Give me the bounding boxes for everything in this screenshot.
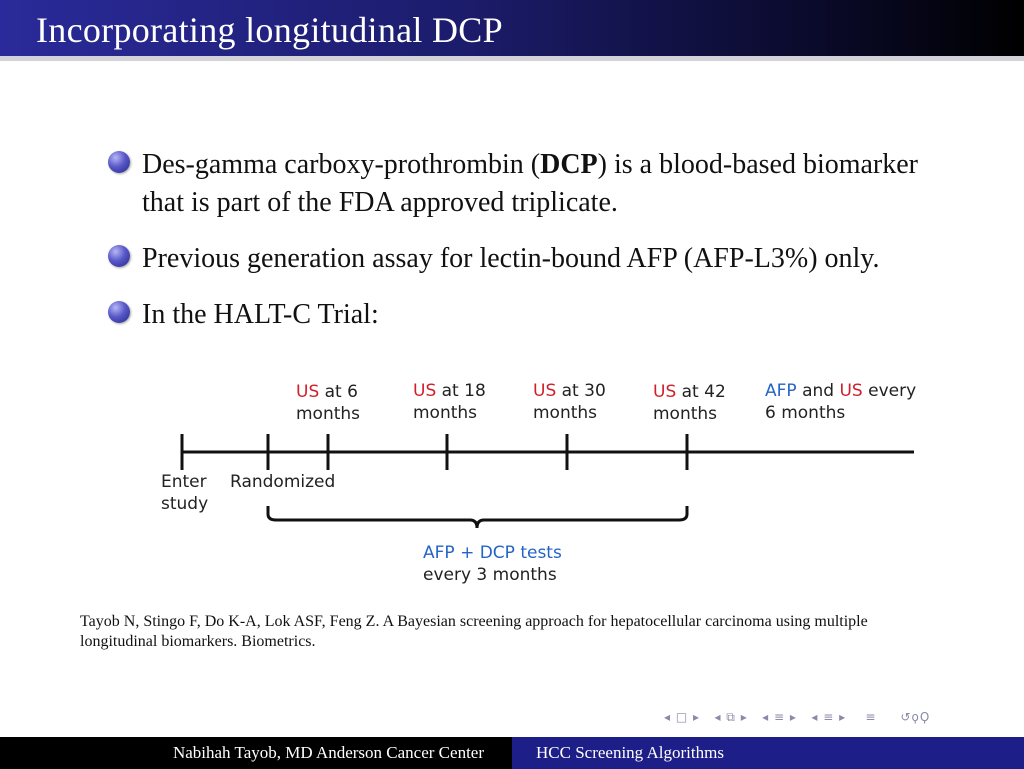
event-us-18: US at 18 months <box>413 381 486 423</box>
slide-header <box>0 0 1024 61</box>
slide-title: Incorporating longitudinal DCP <box>36 10 503 50</box>
nav-next-section-icon[interactable]: ◂ ≡ ▸ <box>811 710 847 724</box>
event-us-42: US at 42 months <box>653 382 726 424</box>
bullet-icon <box>108 245 130 267</box>
bullet-icon <box>108 151 130 173</box>
label-randomized: Randomized <box>230 472 336 492</box>
nav-prev-section-icon[interactable]: ◂ ≡ ▸ <box>762 710 797 724</box>
bullet-text: Previous generation assay for lectin-bound AFP (AFP-L3%) only. <box>142 243 880 274</box>
nav-prev-subsection-icon[interactable]: ◂ ⧉ ▸ <box>714 710 748 724</box>
nav-search-icon[interactable]: ↺ϙϘ <box>900 710 931 724</box>
bullet-icon <box>108 301 130 323</box>
footer-author: Nabihah Tayob, MD Anderson Cancer Center <box>0 737 512 769</box>
event-us-6: US at 6 months <box>296 382 361 424</box>
beamer-navigation[interactable] <box>664 710 930 725</box>
event-us-30: US at 30 months <box>533 381 606 423</box>
bullet-item-afp <box>108 240 948 278</box>
bullet-text-post: ) is a blood-based biomarker that is part of the FDA approved triplicate. <box>142 149 919 218</box>
label-enter-study: Enter study <box>161 472 209 514</box>
nav-toc-icon[interactable]: ≡ <box>865 710 877 724</box>
brace-bracket <box>268 506 687 528</box>
bullet-text-pre: Des-gamma carboxy-prothrombin ( <box>142 149 541 180</box>
label-brace-afp-dcp: AFP + DCP tests every 3 months <box>423 543 562 585</box>
bullet-item-dcp <box>108 146 948 222</box>
footer-talk-title: HCC Screening Algorithms <box>512 737 1024 769</box>
nav-prev-frame-icon[interactable]: ◂ □ ▸ <box>664 710 701 724</box>
bullet-item-halt-c <box>108 296 948 334</box>
bullet-text: In the HALT-C Trial: <box>142 299 379 330</box>
bullet-list <box>108 146 948 352</box>
event-afp-us-every: AFP and US every 6 months <box>765 381 917 423</box>
citation-text: Tayob N, Stingo F, Do K-A, Lok ASF, Feng Z. A Bayesian screening approach for hepatocellular carcinoma using multiple longitudinal biomarkers. Biometrics. <box>80 613 868 650</box>
slide-footer <box>0 737 1024 769</box>
bullet-text-bold: DCP <box>540 149 598 180</box>
